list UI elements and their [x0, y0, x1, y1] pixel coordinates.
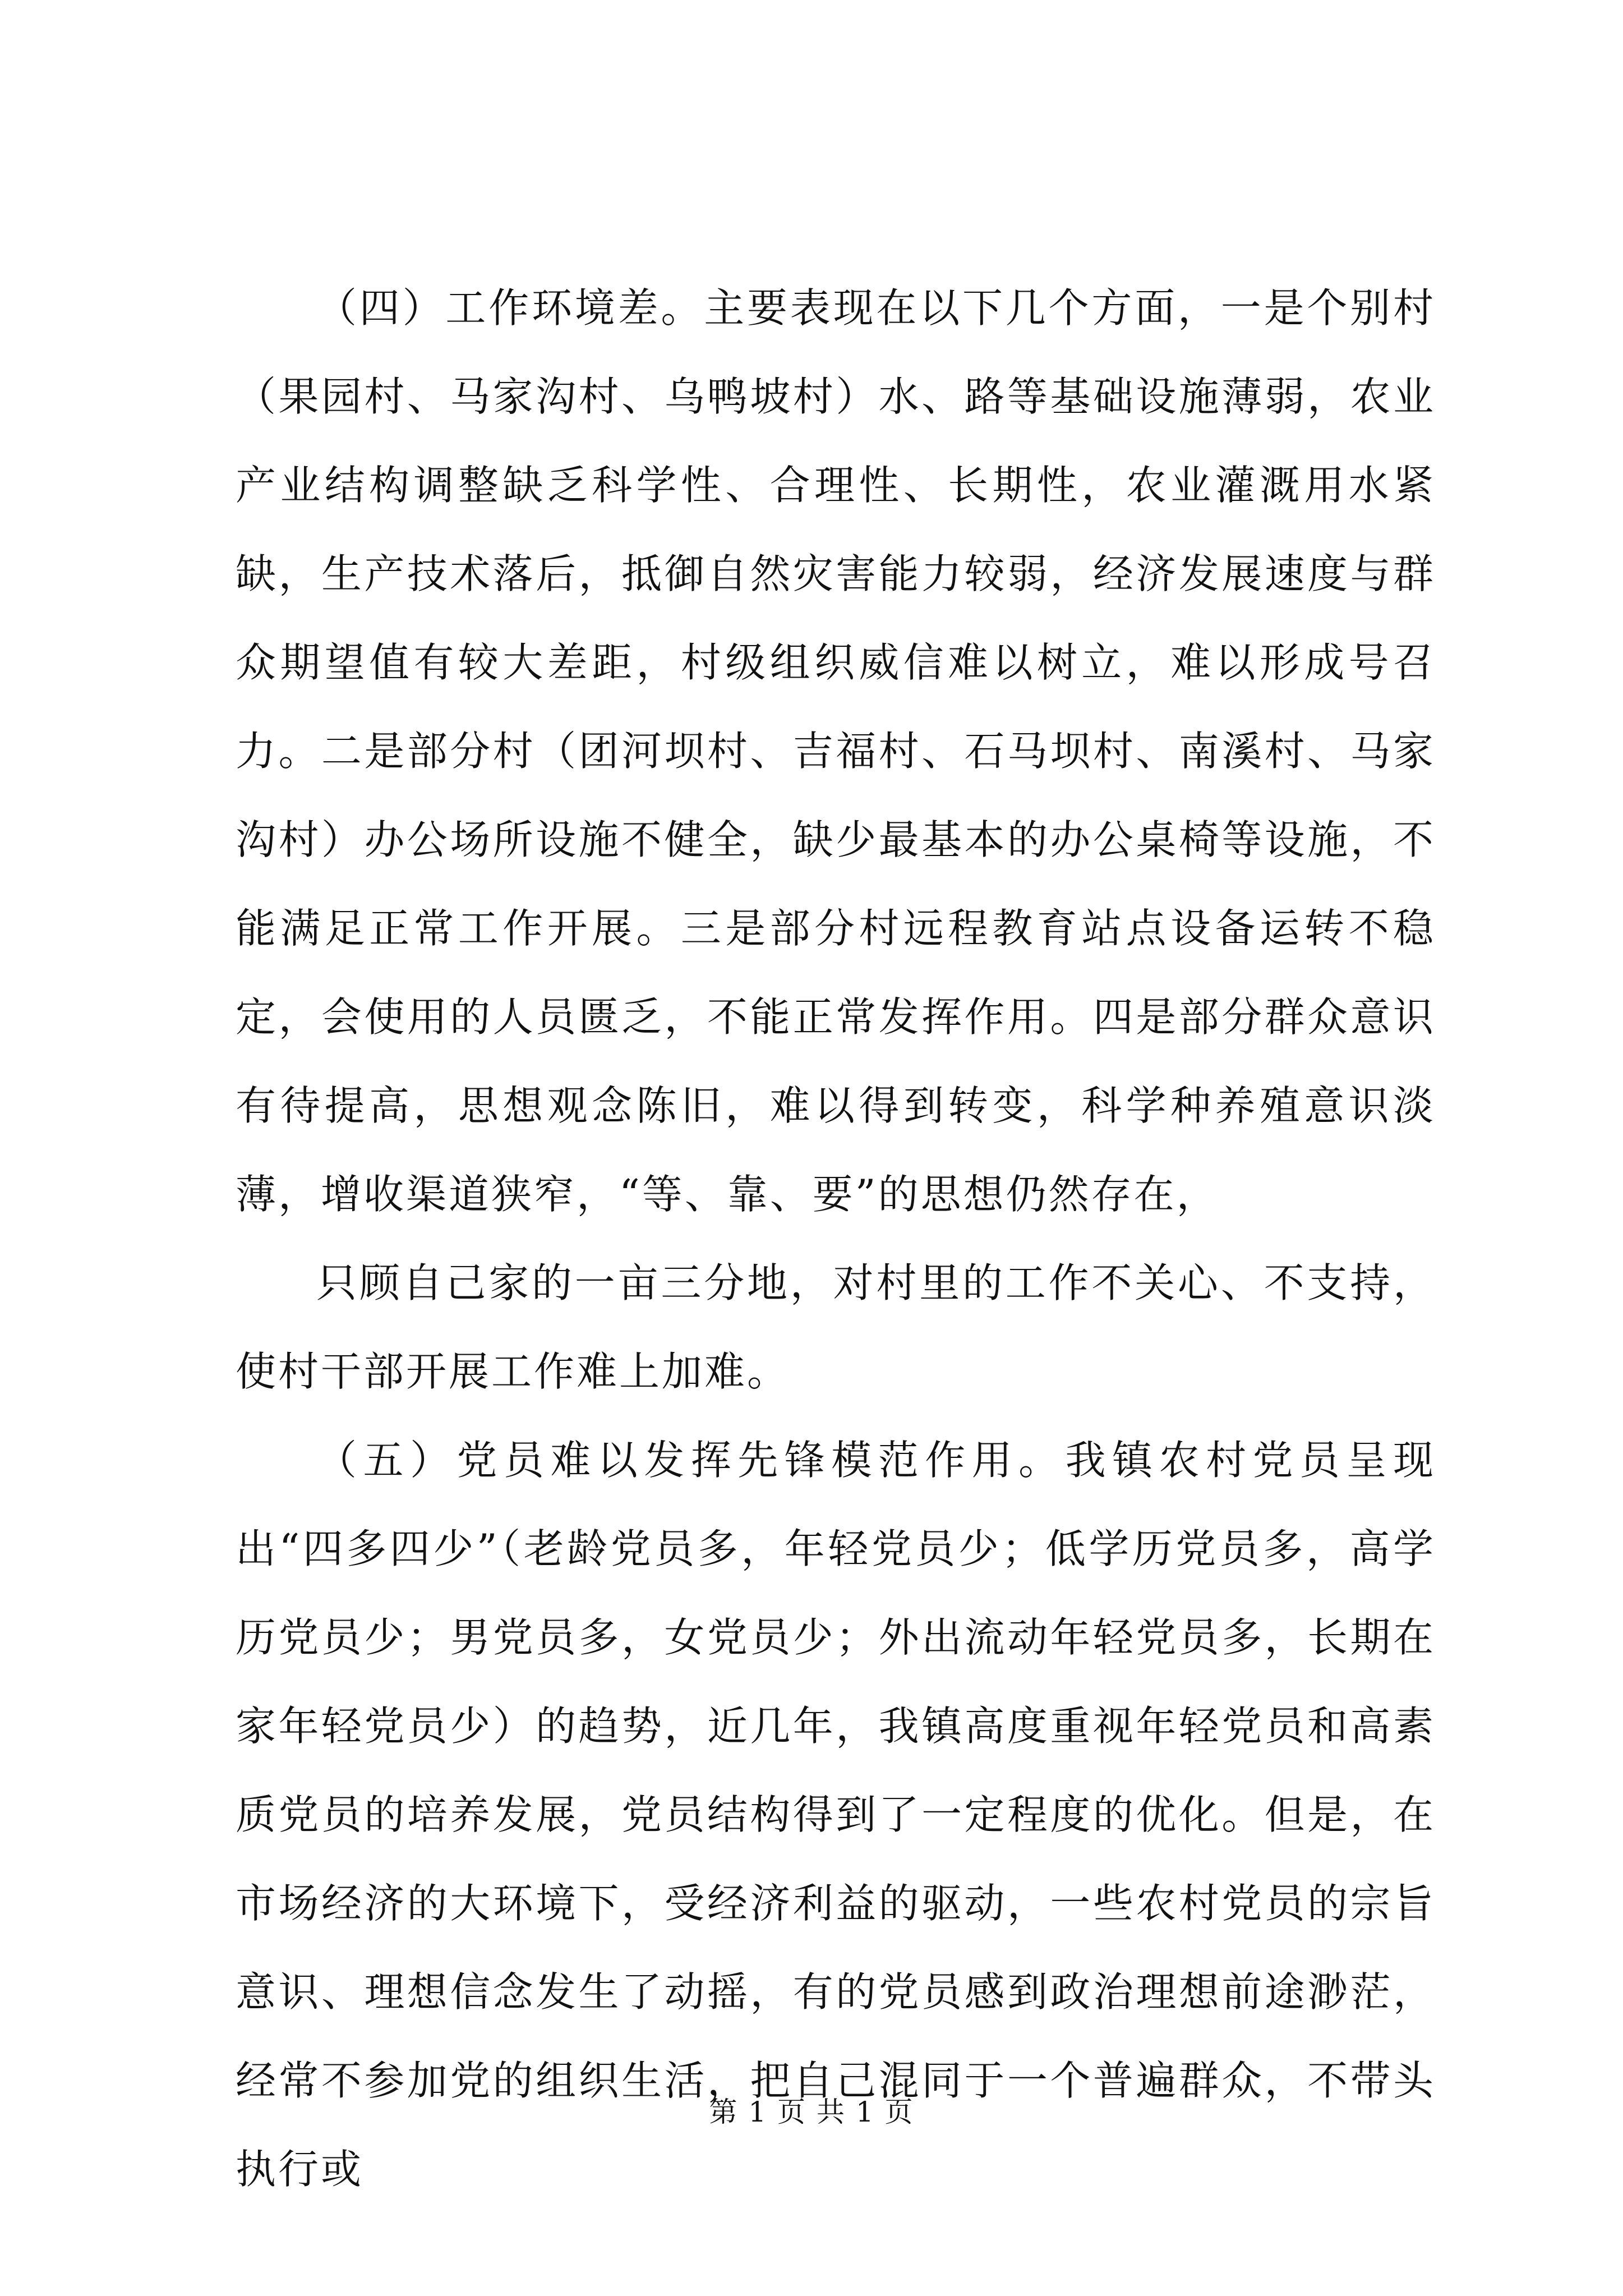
- paragraph-party-members: （五）党员难以发挥先锋模范作用。我镇农村党员呈现出“四多四少”（老龄党员多，年轻党员少；低学历党员多，高学历党员少；男党员多，女党员少；外出流动年轻党员多，长期在家年轻党员少）的趋势，近几年，我镇高度重视年轻党员和高素质党员的培养发展，党员结构得到了一定程度的优化。但是，在市场经济的大环境下，受经济利益的驱动，一些农村党员的宗旨意识、理想信念发生了动摇，有的党员感到政治理想前途渺茫，经常不参加党的组织生活，把自己混同于一个普遍群众，不带头执行或: [236, 1437, 1436, 2193]
- document-body: [236, 264, 1436, 2214]
- paragraph-self-interest: 只顾自己家的一亩三分地，对村里的工作不关心、不支持，使村干部开展工作难上加难。: [236, 1259, 1436, 1395]
- page-footer: 第 1 页 共 1 页: [709, 2096, 914, 2128]
- paragraph-work-environment: （四）工作环境差。主要表现在以下几个方面，一是个别村（果园村、马家沟村、乌鸭坡村）水、路等基础设施薄弱，农业产业结构调整缺乏科学性、合理性、长期性，农业灌溉用水紧缺，生产技术落后，抵御自然灾害能力较弱，经济发展速度与群众期望值有较大差距，村级组织威信难以树立，难以形成号召力。二是部分村（团河坝村、吉福村、石马坝村、南溪村、马家沟村）办公场所设施不健全，缺少最基本的办公桌椅等设施，不能满足正常工作开展。三是部分村远程教育站点设备运转不稳定，会使用的人员匮乏，不能正常发挥作用。四是部分群众意识有待提高，思想观念陈旧，难以得到转变，科学种养殖意识淡薄，增收渠道狭窄，“等、靠、要”的思想仍然存在，: [236, 284, 1436, 1218]
